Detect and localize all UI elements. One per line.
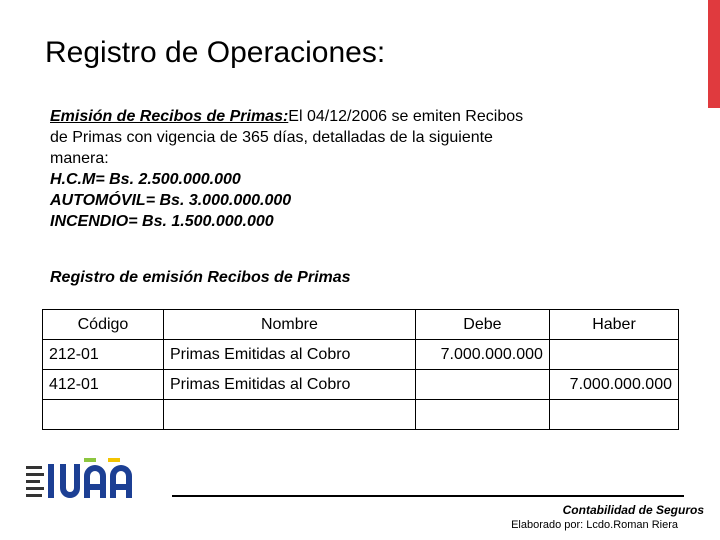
description-line-3: manera: <box>50 150 109 167</box>
header-debe: Debe <box>415 310 549 340</box>
cell-name: Primas Emitidas al Cobro <box>163 340 415 370</box>
table-header-row <box>43 310 679 340</box>
cell-debe <box>415 400 549 430</box>
cell-debe <box>415 370 549 400</box>
cell-name: Primas Emitidas al Cobro <box>163 370 415 400</box>
ledger-table <box>42 309 679 430</box>
cell-haber: 7.000.000.000 <box>549 370 678 400</box>
logo-graphic <box>18 446 148 518</box>
item-automovil: AUTOMÓVIL= Bs. 3.000.000.000 <box>50 192 292 209</box>
item-hcm: H.C.M= Bs. 2.500.000.000 <box>50 171 241 188</box>
cell-debe: 7.000.000.000 <box>415 340 549 370</box>
institute-logo <box>18 446 148 518</box>
cell-name <box>163 400 415 430</box>
description-line-2: de Primas con vigencia de 365 días, detalladas de la siguiente <box>50 129 493 146</box>
cell-haber <box>549 400 678 430</box>
header-haber: Haber <box>549 310 678 340</box>
cell-haber <box>549 340 678 370</box>
footer-author: Elaborado por: Lcdo.Roman Riera <box>511 519 678 531</box>
footer-course: Contabilidad de Seguros <box>562 503 704 517</box>
accent-bar <box>708 0 720 108</box>
table-row <box>43 340 679 370</box>
header-codigo: Código <box>43 310 164 340</box>
cell-code <box>43 400 164 430</box>
item-incendio: INCENDIO= Bs. 1.500.000.000 <box>50 213 274 230</box>
description-block <box>50 106 610 232</box>
footer-divider <box>172 495 684 497</box>
cell-code: 212-01 <box>43 340 164 370</box>
table-row <box>43 400 679 430</box>
page-title: Registro de Operaciones: <box>45 36 386 69</box>
description-line-1: El 04/12/2006 se emiten Recibos <box>288 108 524 125</box>
table-title: Registro de emisión Recibos de Primas <box>50 269 351 286</box>
table-row <box>43 370 679 400</box>
description-heading: Emisión de Recibos de Primas: <box>50 108 289 125</box>
header-nombre: Nombre <box>163 310 415 340</box>
cell-code: 412-01 <box>43 370 164 400</box>
